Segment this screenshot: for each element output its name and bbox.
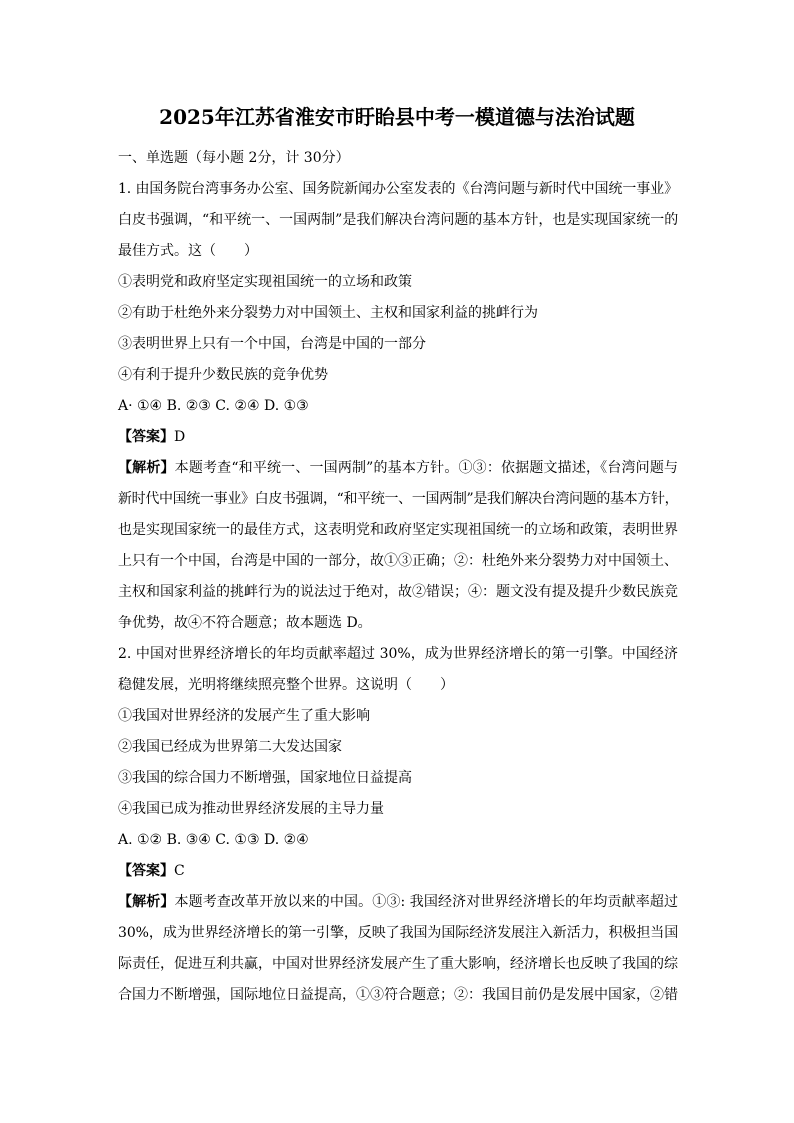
question-stem-line: 最佳方式。这（ ） xyxy=(118,243,258,259)
analysis-line: 合国力不断增强，国际地位日益提高，①③符合题意；②：我国目前仍是发展中国家，②错 xyxy=(118,987,678,1003)
question-option: ④有利于提升少数民族的竞争优势 xyxy=(118,367,328,383)
question-option: ③表明世界上只有一个中国，台湾是中国的一部分 xyxy=(118,336,426,352)
analysis-line xyxy=(118,887,678,918)
question-option: ②我国已经成为世界第二大发达国家 xyxy=(118,739,342,755)
analysis-line: 30%，成为世界经济增长的第一引擎，反映了我国为国际经济发展注入新活力，积极担当国 xyxy=(118,925,679,941)
answer-value: D xyxy=(174,429,186,445)
analysis-line xyxy=(118,453,678,484)
question-1 xyxy=(118,174,678,639)
answer-label: 【答案】 xyxy=(118,429,174,445)
question-2 xyxy=(118,639,678,1011)
analysis-line: 上只有一个中国，台湾是中国的一部分，故①③正确；②：杜绝外来分裂势力对中国领土、 xyxy=(118,553,678,569)
question-option: ②有助于杜绝外来分裂势力对中国领土、主权和国家利益的挑衅行为 xyxy=(118,305,538,321)
analysis-text: 本题考查“和平统一、一国两制”的基本方针。①③：依据题文描述，《台湾问题与 xyxy=(174,460,679,476)
page-title: 2025年江苏省淮安市盱眙县中考一模道德与法治试题 xyxy=(159,105,635,129)
section-heading: 一、单选题（每小题 2分，计 30分） xyxy=(118,150,350,166)
question-stem-line: 1. 由国务院台湾事务办公室、国务院新闻办公室发表的《台湾问题与新时代中国统一事业》 xyxy=(118,181,678,197)
analysis-label: 【解析】 xyxy=(118,894,175,910)
answer-line xyxy=(118,856,678,887)
analysis-text: 本题考查改革开放以来的中国。①③: 我国经济对世界经济增长的年均贡献率超过 xyxy=(174,894,678,910)
analysis-line: 也是实现国家统一的最佳方式，这表明党和政府坚定实现祖国统一的立场和政策，表明世界 xyxy=(118,522,678,538)
question-stem-line: 2. 中国对世界经济增长的年均贡献率超过 30%，成为世界经济增长的第一引擎。中国经济 xyxy=(118,646,678,662)
question-choices: A. ①② B. ③④ C. ①③ D. ②④ xyxy=(118,832,309,848)
question-option: ①我国对世界经济的发展产生了重大影响 xyxy=(118,708,370,724)
document-body xyxy=(118,143,678,1011)
question-choices: A· ①④ B. ②③ C. ②④ D. ①③ xyxy=(118,398,309,414)
analysis-line: 主权和国家利益的挑衅行为的说法过于绝对，故②错误；④：题文没有提及提升少数民族竞 xyxy=(118,584,678,600)
analysis-line: 争优势，故④不符合题意；故本题选 D。 xyxy=(118,615,372,631)
question-stem-line: 白皮书强调，“和平统一、一国两制”是我们解决台湾问题的基本方针，也是实现国家统一的 xyxy=(118,212,679,228)
answer-label: 【答案】 xyxy=(118,863,174,879)
analysis-line: 际责任，促进互利共赢，中国对世界经济发展产生了重大影响，经济增长也反映了我国的综 xyxy=(118,956,678,972)
answer-value: C xyxy=(174,863,185,879)
analysis-line: 新时代中国统一事业》白皮书强调，“和平统一、一国两制”是我们解决台湾问题的基本方针， xyxy=(118,491,679,507)
answer-line xyxy=(118,422,678,453)
question-option: ④我国已成为推动世界经济发展的主导力量 xyxy=(118,801,384,817)
question-option: ①表明党和政府坚定实现祖国统一的立场和政策 xyxy=(118,274,412,290)
analysis-label: 【解析】 xyxy=(118,460,175,476)
question-stem-line: 稳健发展，光明将继续照亮整个世界。这说明（ ） xyxy=(118,677,454,693)
question-option: ③我国的综合国力不断增强，国家地位日益提高 xyxy=(118,770,412,786)
